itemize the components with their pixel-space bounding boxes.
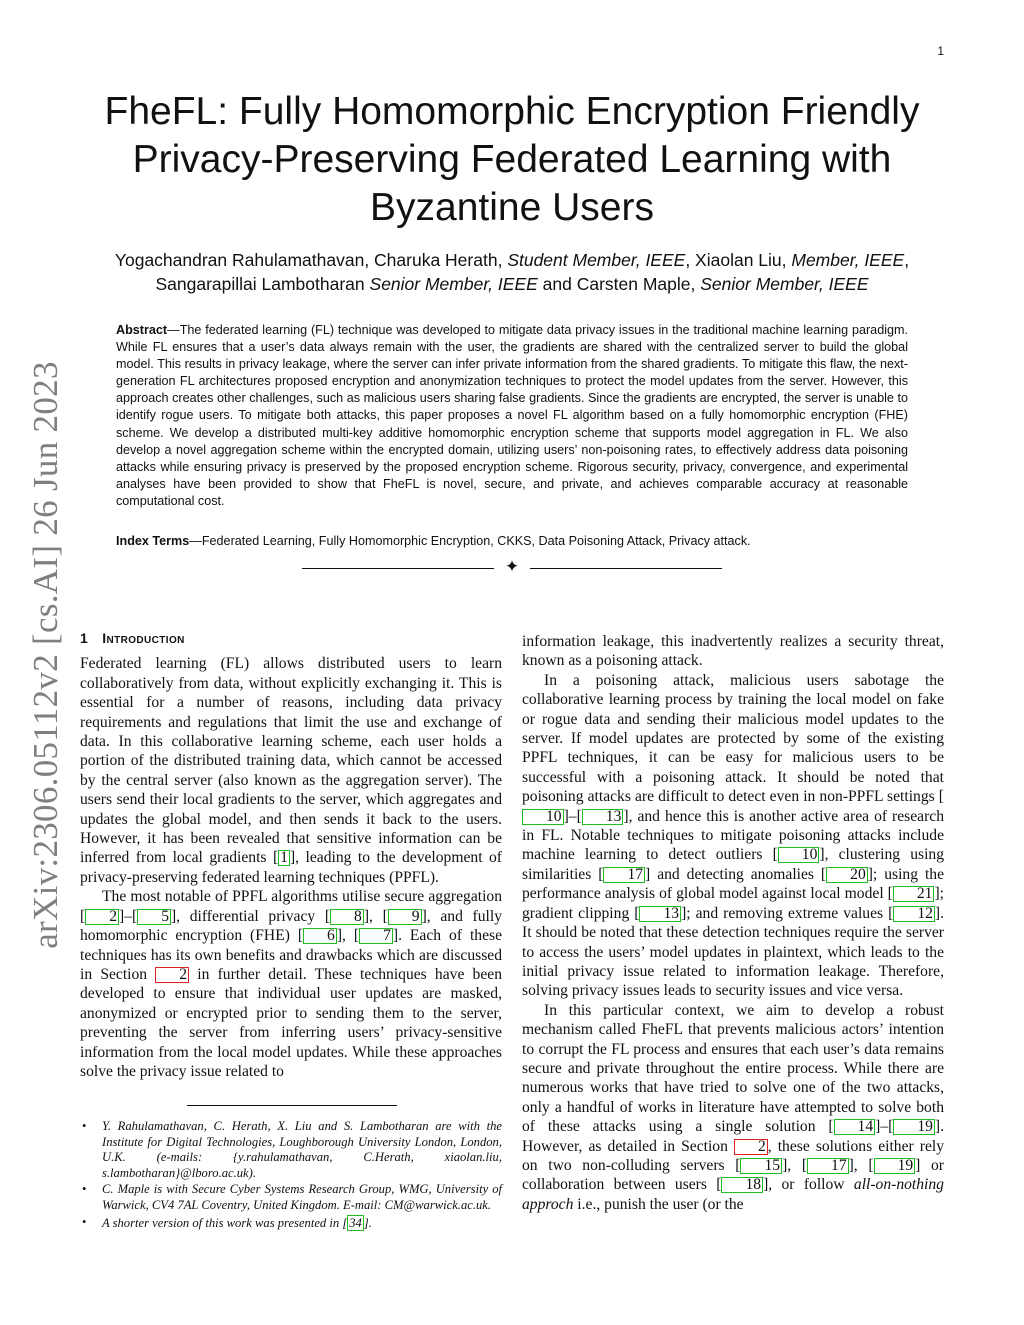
emphasis: all-on-nothing approch xyxy=(522,1176,944,1213)
index-terms-text: —Federated Learning, Fully Homomorphic Encryption, CKKS, Data Poisoning Attack, Privacy attack. xyxy=(189,534,751,548)
citation-link[interactable]: 19 xyxy=(874,1158,916,1174)
author-text: and Carsten Maple, xyxy=(537,274,701,294)
section-link[interactable]: 2 xyxy=(734,1139,768,1155)
citation-link[interactable]: 21 xyxy=(893,886,935,902)
footnote: • Y. Rahulamathavan, C. Herath, X. Liu and S. Lambotharan are with the Institute for Digital Technologies, Loughborough University London, London, U.K. (e-mails: {y.rahulamathavan, C.Herath, xiaolan.liu, s.lambotharan}@lboro.ac.uk). xyxy=(82,1119,502,1180)
author-role: Senior Member, IEEE xyxy=(700,274,869,294)
citation-link[interactable]: 10 xyxy=(522,809,564,825)
section-heading xyxy=(80,629,502,648)
citation-link[interactable]: 20 xyxy=(826,867,868,883)
footnote: • A shorter version of this work was presented in [ 34 ]. xyxy=(82,1214,372,1230)
index-terms-label: Index Terms xyxy=(116,534,190,548)
citation-link[interactable]: 18 xyxy=(721,1177,763,1193)
section-link[interactable]: 2 xyxy=(155,967,189,983)
index-terms xyxy=(116,533,908,550)
citation-link[interactable]: 17 xyxy=(807,1158,849,1174)
separator-diamond-icon: ✦ xyxy=(504,557,520,576)
paragraph: Federated learning (FL) allows distributed users to learn collaboratively from data, without explicitly exchanging it. This is essential for a number of reasons, including data privacy requirements and regulations that limit the use and exchange of data. In this collaborative learning scheme, each user holds a portion of the distributed training data, which cannot be accessed by the central server (also known as the aggregation server). The users send their local gradients to the server, which aggregates and updates the global model, and then sends it back to the users. However, it has been revealed that sensitive information can be inferred from local gradients [ 1 ], leading to the development of privacy-preserving federated learning techniques (PPFL). xyxy=(80,655,502,886)
bullet-icon: • xyxy=(82,1119,87,1133)
author-text: , xyxy=(904,250,910,270)
citation-link[interactable]: 17 xyxy=(603,867,645,883)
footnotes xyxy=(80,1119,502,1232)
citation-link[interactable]: 8 xyxy=(330,909,364,925)
author-text: , Xiaolan Liu, xyxy=(685,250,792,270)
author-text: Yogachandran Rahulamathavan, Charuka Herath, xyxy=(114,250,508,270)
abstract xyxy=(116,322,908,510)
author-list xyxy=(80,248,944,296)
paragraph: In a poisoning attack, malicious users sabotage the collaborative learning process by training the local model on fake or rogue data and sending their malicious model updates to the server. If model updates are protected by some of the existing PPFL techniques, it can be easy for malicious users to be successful with a poisoning attack. It should be noted that poisoning attacks are difficult to detect even in non-PPFL settings [10 ]–[ 13 ], and hence this is another active area of research in FL. Notable techniques to mitigate poisoning attacks include machine learning to detect outliers [ 10 ], clustering using similarities [ 17 ] and detecting anomalies [ 20 ]; using the performance analysis of global model against local model [ 21 ]; gradient clipping [ 13 ]; and removing extreme values [ 12 ]. It should be noted that these detection techniques require the server to access the users’ model updates in plaintext, which leads to the initial privacy issue related to information leakage. Therefore, solving privacy issues leads to security issues and vice versa. xyxy=(522,671,945,1000)
abstract-text: —The federated learning (FL) technique was developed to mitigate data privacy issues in the traditional machine learning paradigm. While FL ensures that a user’s data always remain with the user, the gradients are shared with the centralized server to build the global model. This results in privacy leakage, where the server can infer private information from the shared gradients. To mitigate this flaw, the next-generation FL architectures proposed encryption and anonymization techniques to protect the model updates from the server. However, this approach creates other challenges, such as malicious users sharing false gradients. Since the gradients are encrypted, the server is unable to identify rogue users. To mitigate both attacks, this paper proposes a novel FL algorithm based on a fully homomorphic encryption (FHE) scheme. We develop a distributed multi-key additive homomorphic encryption scheme that supports model aggregation in FL. We also develop a novel aggregation scheme within the encrypted domain, utilizing users’ non-poisoning rates, to effectively address data poisoning attacks while ensuring privacy is preserved by the proposed encryption scheme. Rigorous security, privacy, convergence, and experimental analyses have been provided to show that FheFL is novel, secure, and private, and achieves comparable accuracy at reasonable computational cost. xyxy=(116,323,908,508)
author-role: Student Member, IEEE xyxy=(507,250,686,270)
citation-link[interactable]: 13 xyxy=(639,906,681,922)
author-role: Member, IEEE xyxy=(791,250,905,270)
citation-link[interactable]: 1 xyxy=(280,849,288,867)
footnote: • C. Maple is with Secure Cyber Systems Research Group, WMG, University of Warwick, CV4 7AL Coventry, United Kingdom. E-mail: CM@warwick.ac.uk. xyxy=(82,1182,502,1212)
citation-link[interactable]: 6 xyxy=(303,928,337,944)
citation-link[interactable]: 15 xyxy=(740,1158,782,1174)
citation-link[interactable]: 14 xyxy=(834,1119,876,1135)
citation-link[interactable]: 19 xyxy=(893,1119,935,1135)
citation-link[interactable]: 5 xyxy=(137,909,171,925)
page-number: 1 xyxy=(937,44,944,58)
citation-link[interactable]: 7 xyxy=(359,928,393,944)
paragraph: The most notable of PPFL algorithms utilise secure aggregation [ 2 ]–[ 5 ], differential privacy [ 8 ], [ 9 ], and fully homomorphic encryption (FHE) [ 6 ], [ 7 ]. Each of these techniques has its own benefits and drawbacks which are discussed in Section 2 in further detail. These techniques have been developed to ensure that individual user updates are masked, anonymized or encrypted prior to sending them to the server, preventing the server from inferring users’ privacy-sensitive information from the local model updates. While these approaches solve the privacy issue related to xyxy=(80,888,502,1080)
paragraph: information leakage, this inadvertently realizes a security threat, known as a poisoning attack. xyxy=(522,633,944,670)
citation-link[interactable]: 9 xyxy=(388,909,422,925)
paragraph: In this particular context, we aim to develop a robust mechanism called FheFL that prevents malicious actors’ intention to corrupt the FL process and ensures that each user’s data remains secure and private throughout the entire process. While there are numerous works that have tried to solve one of the two attacks, only a handful of works in literature have attempted to solve both of these attacks using a single solution [ 14 ]–[ 19 ]. However, as detailed in Section 2 , these solutions either rely on two non-colluding servers [ 15 ], [ 17 ], [ 19 ] or collaboration between users [ 18 ], or follow all-on-nothing approch i.e., punish the user (or the xyxy=(522,1001,944,1213)
left-column xyxy=(80,629,502,1081)
arxiv-stamp: arXiv:2306.05112v2 [cs.AI] 26 Jun 2023 xyxy=(26,361,65,949)
citation-link[interactable]: 12 xyxy=(893,906,935,922)
bullet-icon: • xyxy=(82,1214,87,1229)
author-text: Sangarapillai Lambotharan xyxy=(155,274,370,294)
right-column xyxy=(522,632,944,1214)
author-role: Senior Member, IEEE xyxy=(369,274,538,294)
abstract-label: Abstract xyxy=(116,323,168,337)
paper-title: FheFL: Fully Homomorphic Encryption Friendly Privacy-Preserving Federated Learning with Byzantine Users xyxy=(104,90,920,229)
separator-rule-left xyxy=(302,568,494,569)
citation-link[interactable]: 34 xyxy=(349,1215,362,1230)
section-separator xyxy=(300,557,724,580)
separator-rule-right xyxy=(530,568,722,569)
section-title: Introduction xyxy=(102,630,185,646)
bullet-icon: • xyxy=(82,1182,87,1197)
citation-link[interactable]: 13 xyxy=(582,809,624,825)
section-number: 1 xyxy=(80,630,89,646)
footnote-rule xyxy=(187,1105,397,1106)
citation-link[interactable]: 2 xyxy=(85,909,119,925)
citation-link[interactable]: 10 xyxy=(778,847,820,863)
